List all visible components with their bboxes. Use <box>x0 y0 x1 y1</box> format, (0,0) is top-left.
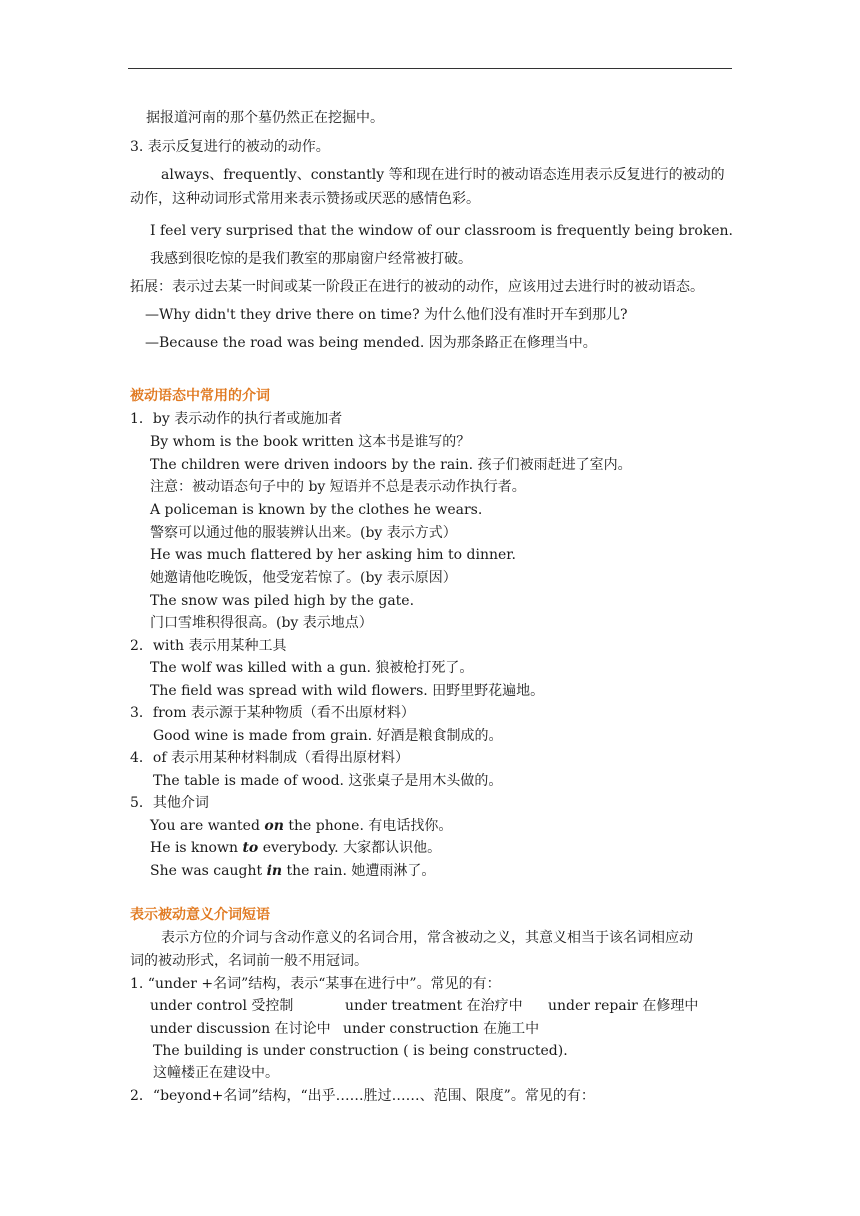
numbered-point: 3. 表示反复进行的被动的动作。 <box>130 139 330 155</box>
sentence-part: He is known <box>150 840 243 856</box>
text-line: 据报道河南的那个墓仍然正在挖掘中。 <box>146 110 384 126</box>
numbered-point: 2．with 表示用某种工具 <box>130 638 287 654</box>
sentence-part: She was caught <box>150 863 267 879</box>
example-sentence: The table is made of wood. 这张桌子是用木头做的。 <box>153 773 503 789</box>
phrase-item: under repair 在修理中 <box>548 998 699 1014</box>
header-rule <box>128 68 732 69</box>
example-sentence: The building is under construction ( is being constructed). <box>153 1043 568 1059</box>
section-heading: 表示被动意义介词短语 <box>130 907 270 923</box>
example-sentence: A policeman is known by the clothes he wears. <box>150 502 483 518</box>
translation-line: 我感到很吃惊的是我们教室的那扇窗户经常被打破。 <box>150 251 472 267</box>
section-heading: 被动语态中常用的介词 <box>130 388 270 404</box>
numbered-point: 1. “under +名词”结构，表示“某事在进行中”。常见的有： <box>130 976 501 992</box>
sentence-part: the phone. 有电话找你。 <box>283 818 453 834</box>
phrase-item: under discussion 在讨论中 <box>150 1021 331 1037</box>
numbered-point: 5．其他介词 <box>130 795 209 811</box>
translation-line: 警察可以通过他的服装辨认出来。(by 表示方式） <box>150 525 457 541</box>
sentence-part: You are wanted <box>150 818 265 834</box>
numbered-point: 3．from 表示源于某种物质（看不出原材料） <box>130 705 415 721</box>
emphasized-preposition: to <box>242 840 259 856</box>
example-sentence <box>150 839 441 857</box>
numbered-point: 2．“beyond+名词”结构，“出乎……胜过……、范围、限度”。常见的有： <box>130 1088 595 1104</box>
note-line: 注意：被动语态句子中的 by 短语并不总是表示动作执行者。 <box>150 479 526 495</box>
phrase-item: under treatment 在治疗中 <box>345 998 523 1014</box>
translation-line: 门口雪堆积得很高。(by 表示地点） <box>150 615 373 631</box>
emphasized-preposition: on <box>264 818 284 834</box>
example-sentence: By whom is the book written 这本书是谁写的？ <box>150 434 471 450</box>
phrase-item: under control 受控制 <box>150 998 294 1014</box>
numbered-point: 4．of 表示用某种材料制成（看得出原材料） <box>130 750 409 766</box>
paragraph-line: 动作，这种动词形式常用来表示赞扬或厌恶的感情色彩。 <box>130 191 480 207</box>
phrase-item: under construction 在施工中 <box>343 1021 540 1037</box>
example-sentence <box>150 817 452 835</box>
example-sentence: He was much flattered by her asking him to dinner. <box>150 547 516 563</box>
sentence-part: everybody. 大家都认识他。 <box>258 840 442 856</box>
sentence-part: the rain. 她遭雨淋了。 <box>282 863 436 879</box>
translation-line: 这幢楼正在建设中。 <box>153 1065 279 1081</box>
example-sentence: The snow was piled high by the gate. <box>150 593 415 609</box>
dialogue-line: —Because the road was being mended. 因为那条路正在修理当中。 <box>145 335 597 351</box>
dialogue-line: —Why didn't they drive there on time? 为什么他们没有准时开车到那儿? <box>145 307 628 323</box>
extension-note: 拓展：表示过去某一时间或某一阶段正在进行的被动的动作，应该用过去进行时的被动语态。 <box>130 279 704 295</box>
example-sentence: I feel very surprised that the window of our classroom is frequently being broken. <box>150 223 734 239</box>
paragraph-line: always、frequently、constantly 等和现在进行时的被动语态连用表示反复进行的被动的 <box>161 167 725 183</box>
paragraph-line: 词的被动形式，名词前一般不用冠词。 <box>130 953 368 969</box>
paragraph-line: 表示方位的介词与含动作意义的名词合用，常含被动之义，其意义相当于该名词相应动 <box>161 930 693 946</box>
emphasized-preposition: in <box>266 863 283 879</box>
example-sentence: Good wine is made from grain. 好酒是粮食制成的。 <box>153 728 503 744</box>
example-sentence: The field was spread with wild flowers. 田野里野花遍地。 <box>150 683 545 699</box>
numbered-point: 1．by 表示动作的执行者或施加者 <box>130 411 343 427</box>
example-sentence: The children were driven indoors by the rain. 孩子们被雨赶进了室内。 <box>150 457 632 473</box>
translation-line: 她邀请他吃晚饭，他受宠若惊了。(by 表示原因） <box>150 570 457 586</box>
example-sentence <box>150 862 435 880</box>
example-sentence: The wolf was killed with a gun. 狼被枪打死了。 <box>150 660 474 676</box>
